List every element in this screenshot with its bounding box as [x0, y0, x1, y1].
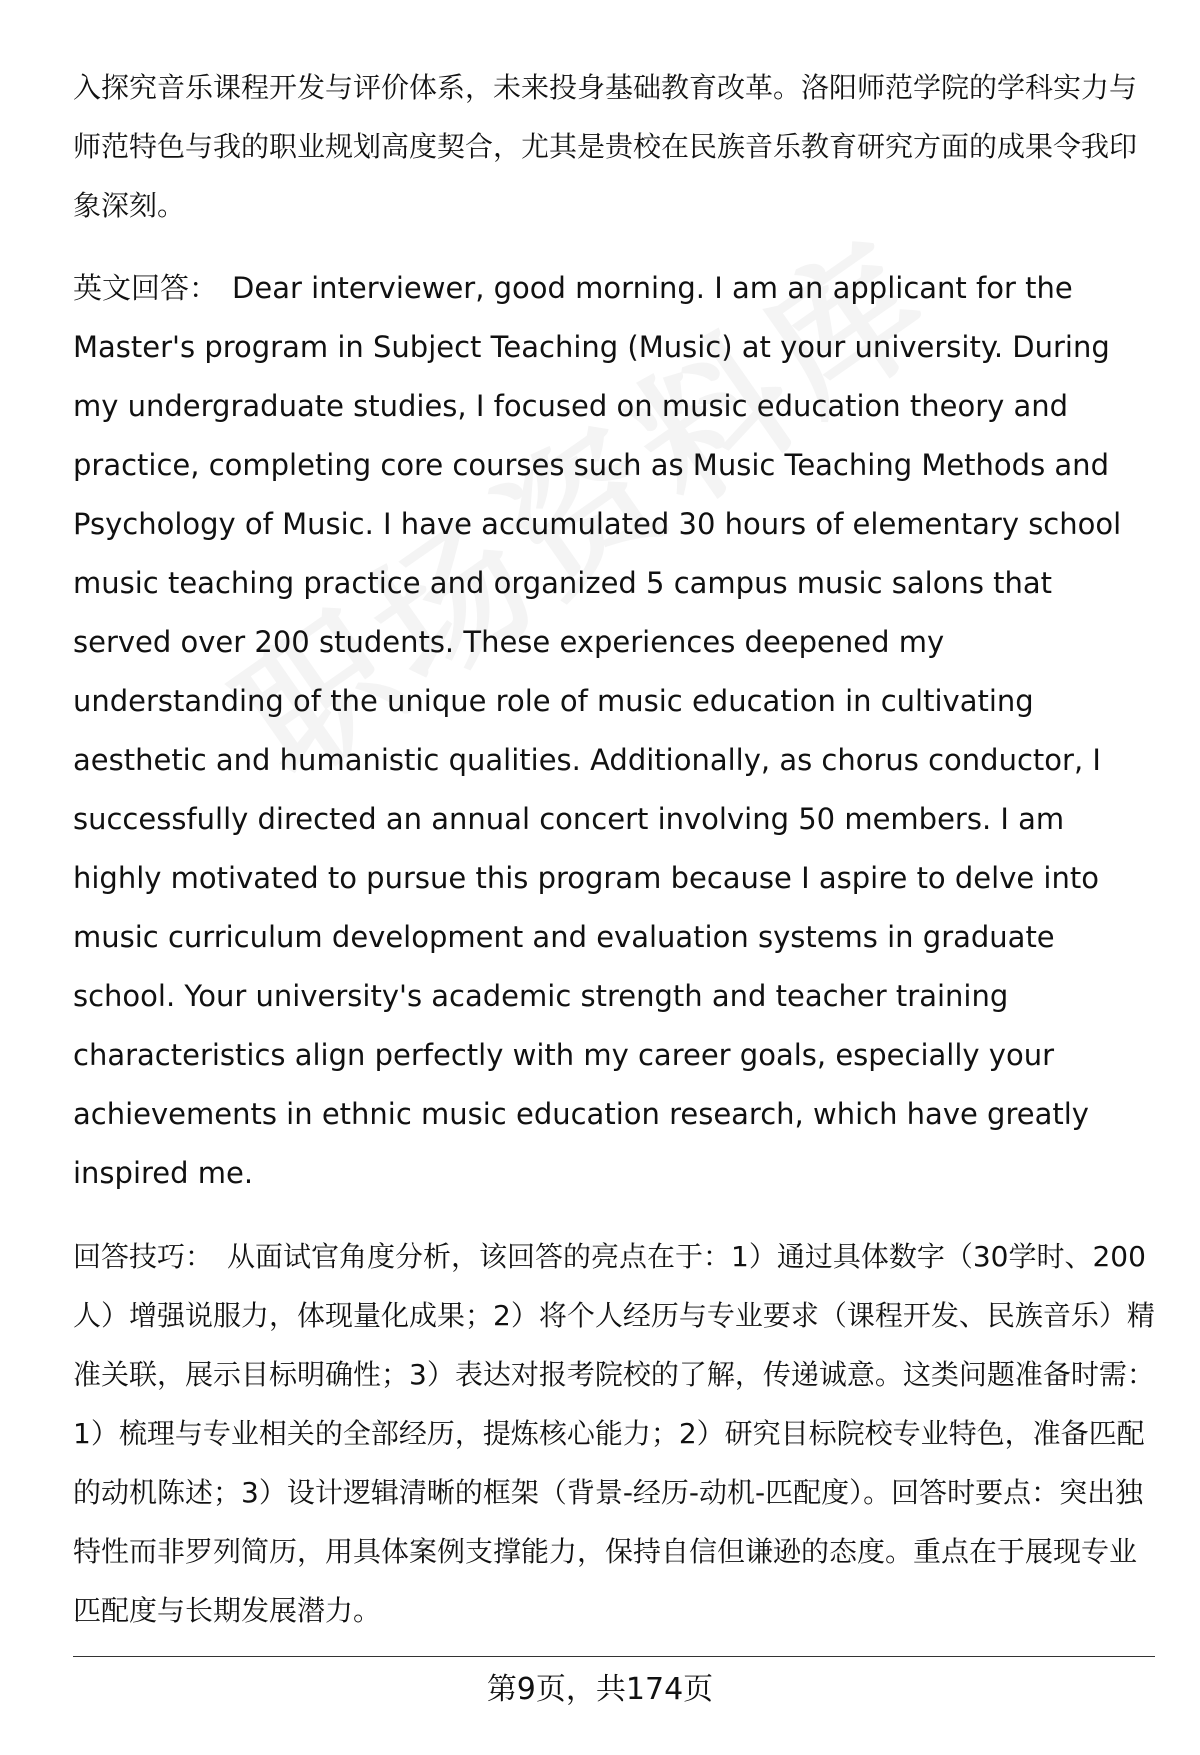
paragraph-text: Dear interviewer, good morning. I am an applicant for the Master's program in Subject Teaching (Music) at your university. During my undergraduate studies, I focused on music education theory and practice, completing core courses such as Music Teaching Methods and Psychology of Music. I have accumulated 30 hours of elementary school music teaching practice and organized 5 campus music salons that served over 200 students. These experiences deepened my understanding of the unique role of music education in cultivating aesthetic and humanistic qualities. Additionally, as chorus conductor, I successfully directed an annual concert involving 50 members. I am highly motivated to pursue this program because I aspire to delve into music curriculum development and evaluation systems in graduate school. Your university's academic strength and teacher training characteristics align perfectly with my career goals, especially your achievements in ethnic music education research, which have greatly inspired me. — [73, 271, 1122, 1190]
paragraph-english-answer — [73, 259, 1158, 1203]
paragraph-spacer — [73, 235, 1158, 259]
section-label-answer-tips: 回答技巧： — [73, 1240, 214, 1273]
section-label-english-answer: 英文回答： — [73, 271, 219, 305]
paragraph-spacer — [73, 1203, 1158, 1227]
paragraph-text: 入探究音乐课程开发与评价体系，未来投身基础教育改革。洛阳师范学院的学科实力与师范特色与我的职业规划高度契合，尤其是贵校在民族音乐教育研究方面的成果令我印象深刻。 — [73, 71, 1138, 222]
paragraph-text: 从面试官角度分析，该回答的亮点在于：1）通过具体数字（30学时、200人）增强说服力，体现量化成果；2）将个人经历与专业要求（课程开发、民族音乐）精准关联，展示目标明确性；3）表达对报考院校的了解，传递诚意。这类问题准备时需：1）梳理与专业相关的全部经历，提炼核心能力；2）研究目标院校专业特色，准备匹配的动机陈述；3）设计逻辑清晰的框架（背景-经历-动机-匹配度）。回答时要点：突出独特性而非罗列简历，用具体案例支撑能力，保持自信但谦逊的态度。重点在于展现专业匹配度与长期发展潜力。 — [73, 1240, 1155, 1627]
page-number: 第9页，共174页 — [486, 1672, 714, 1707]
document-body — [73, 58, 1158, 1640]
footer-divider — [73, 1656, 1155, 1657]
paragraph-answer-tips — [73, 1227, 1158, 1640]
paragraph-intro-continuation — [73, 58, 1158, 235]
